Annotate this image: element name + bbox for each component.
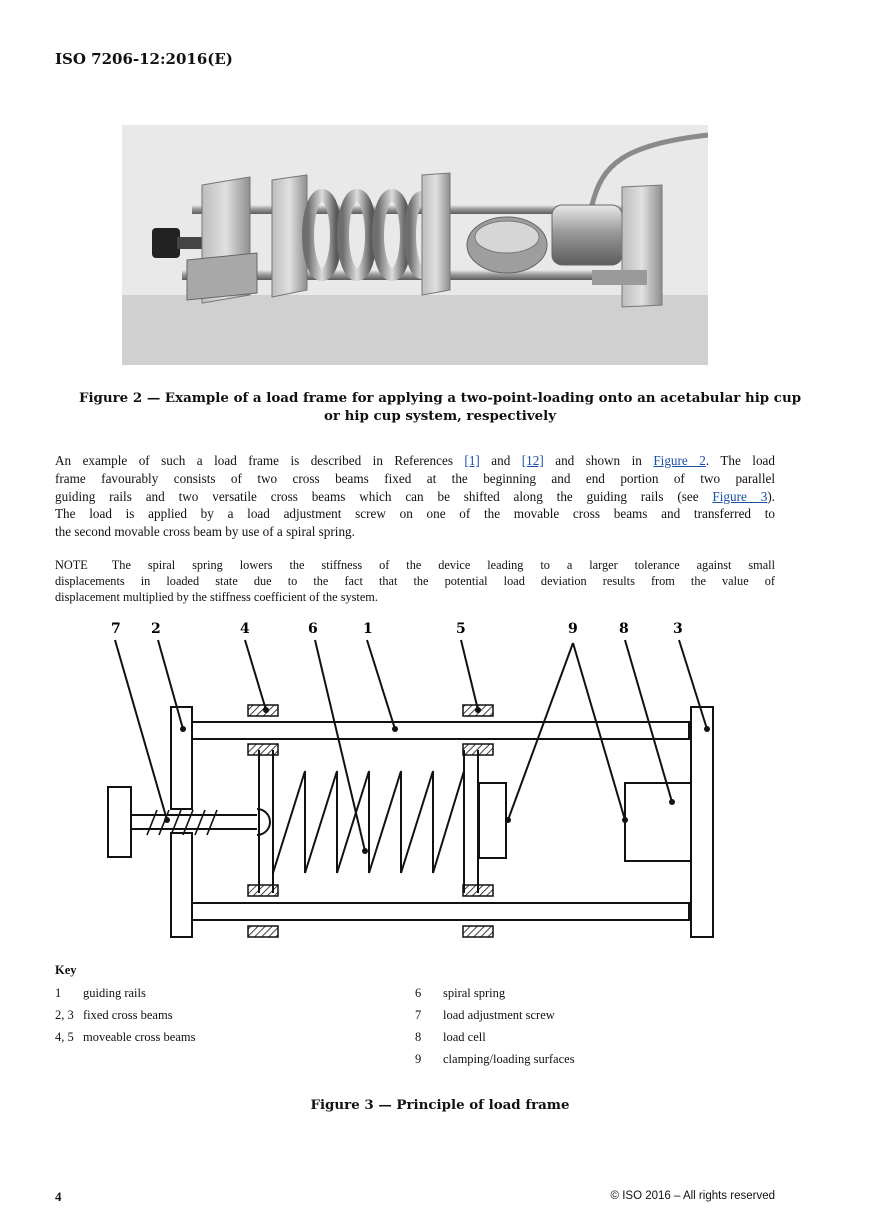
diagram-label-4: 4 bbox=[240, 621, 250, 637]
key-text: load cell bbox=[443, 1030, 486, 1044]
key-item bbox=[55, 1008, 173, 1023]
diagram-label-2: 2 bbox=[151, 621, 161, 637]
key-item bbox=[55, 986, 146, 1001]
load-cell bbox=[625, 783, 691, 861]
key-text: clamping/loading surfaces bbox=[443, 1052, 575, 1066]
guiding-rail-top bbox=[192, 722, 689, 739]
key-item bbox=[415, 1052, 575, 1067]
diagram-svg bbox=[95, 615, 735, 950]
key-number: 9 bbox=[415, 1052, 422, 1066]
key-number: 6 bbox=[415, 986, 422, 1000]
figure-3-link[interactable]: Figure 3 bbox=[712, 488, 768, 504]
guide-block-5-inner-bottom bbox=[463, 885, 493, 896]
key-text: moveable cross beams bbox=[83, 1030, 196, 1044]
diagram-label-7: 7 bbox=[111, 621, 121, 637]
diagram-label-8: 8 bbox=[619, 621, 629, 637]
document-header-title: ISO 7206-12:2016(E) bbox=[55, 50, 233, 68]
reference-1-link[interactable]: [1] bbox=[464, 453, 480, 468]
key-number: 4, 5 bbox=[55, 1030, 74, 1044]
clamping-surface bbox=[479, 783, 506, 858]
note-line-3: displacement multiplied by the stiffness coefficient of the system. bbox=[55, 590, 378, 604]
diagram-label-1: 1 bbox=[363, 621, 373, 637]
body-paragraph bbox=[55, 452, 775, 541]
body-text: guiding rails and two versatile cross beams which can be shifted along the guiding rails (see bbox=[55, 488, 713, 504]
reference-12-link[interactable]: [12] bbox=[521, 453, 544, 468]
body-line-4: The load is applied by a load adjustment screw on one of the movable cross beams and transferred to bbox=[55, 506, 775, 522]
key-number: 1 bbox=[55, 986, 62, 1000]
figure-2-link[interactable]: Figure 2 bbox=[653, 453, 706, 468]
body-line-5: the second movable cross beam by use of a spiral spring. bbox=[55, 524, 355, 540]
guide-block-4-inner-top bbox=[248, 744, 278, 755]
figure-2-caption-line-2: or hip cup system, respectively bbox=[323, 408, 557, 424]
body-line-3 bbox=[55, 488, 775, 506]
guide-block-4-inner-bottom bbox=[248, 885, 278, 896]
key-item bbox=[415, 1030, 486, 1045]
body-text: ). bbox=[767, 488, 776, 504]
key-text: spiral spring bbox=[443, 986, 506, 1000]
body-line-1 bbox=[55, 452, 775, 470]
note-label: NOTE bbox=[55, 558, 88, 572]
diagram-label-6: 6 bbox=[308, 621, 318, 637]
guide-block-5-bottom bbox=[463, 926, 493, 937]
body-text: and bbox=[479, 453, 522, 468]
figure-3-caption: Figure 3 — Principle of load frame bbox=[310, 1097, 570, 1113]
note-line-2: displacements in loaded state due to the fact that the potential load deviation results from the value of bbox=[55, 574, 775, 588]
key-number: 2, 3 bbox=[55, 1008, 74, 1022]
fixed-cross-beam-right bbox=[691, 707, 713, 937]
body-line-2: frame favourably consists of two cross beams fixed at the beginning and end portion of two parallel bbox=[55, 470, 775, 486]
key-item bbox=[415, 1008, 555, 1023]
note-line-1 bbox=[55, 557, 775, 573]
guide-block-5-inner-top bbox=[463, 744, 493, 755]
load-frame-principle-diagram bbox=[95, 615, 735, 950]
key-number: 7 bbox=[415, 1008, 422, 1022]
fixed-cross-beam-left-lower bbox=[171, 833, 192, 937]
key-number: 8 bbox=[415, 1030, 422, 1044]
note-text: The spiral spring lowers the stiffness of the device leading to a larger tolerance against small bbox=[111, 558, 775, 572]
diagram-label-9: 9 bbox=[568, 621, 578, 637]
load-frame-photo-illustration bbox=[122, 125, 708, 365]
key-text: load adjustment screw bbox=[443, 1008, 555, 1022]
key-item bbox=[415, 986, 505, 1001]
figure-2-caption-line-1: Figure 2 — Example of a load frame for applying a two-point-loading onto an acetabular hip cup bbox=[78, 390, 802, 406]
figure-2-caption bbox=[40, 389, 840, 425]
load-frame-photo bbox=[122, 125, 708, 365]
diagram-label-3: 3 bbox=[673, 621, 683, 637]
body-text: An example of such a load frame is described in References bbox=[55, 453, 465, 468]
guide-block-4-bottom bbox=[248, 926, 278, 937]
page-number: 4 bbox=[55, 1189, 62, 1204]
key-title: Key bbox=[55, 963, 77, 977]
note-paragraph bbox=[55, 557, 775, 605]
body-text: and shown in bbox=[543, 453, 654, 468]
spiral-spring bbox=[273, 771, 464, 873]
guide-block-4-top bbox=[248, 705, 278, 716]
body-text: . The load bbox=[705, 453, 775, 468]
key-text: fixed cross beams bbox=[83, 1008, 173, 1022]
diagram-label-5: 5 bbox=[456, 621, 466, 637]
key-text: guiding rails bbox=[83, 986, 146, 1000]
key-item bbox=[55, 1030, 195, 1045]
adjustment-screw-knob bbox=[108, 787, 131, 857]
copyright-notice: © ISO 2016 – All rights reserved bbox=[610, 1190, 775, 1202]
guiding-rail-bottom bbox=[192, 903, 689, 920]
